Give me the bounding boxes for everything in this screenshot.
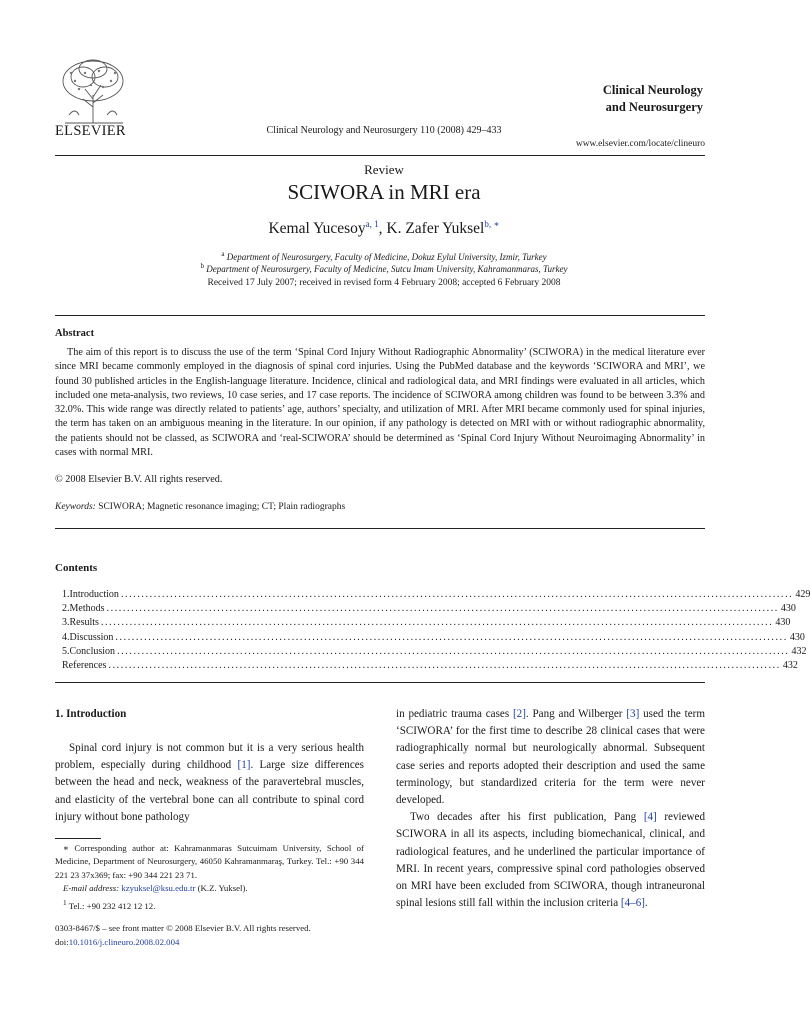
author1-affil-link[interactable]: a, 1 (365, 219, 379, 229)
keywords-label: Keywords: (55, 502, 96, 512)
citation-link[interactable]: [1] (237, 759, 251, 772)
toc-leader: .................................................................................................................................................................... (120, 589, 794, 600)
toc-num: 5. (62, 645, 70, 657)
affiliation-b (0, 262, 768, 274)
toc-label: References (62, 659, 107, 671)
author-separator: , (378, 220, 387, 238)
front-matter-text: 0303-8467/$ – see front matter © 2008 Elsevier B.V. All rights reserved. (55, 923, 311, 933)
footnote-1: $^1$ Tel.: +90 232 412 12 12. (63, 897, 156, 911)
toc-page: 430 (775, 617, 791, 629)
toc-num: 3. (62, 617, 70, 629)
section-heading-introduction: 1. Introduction (55, 708, 127, 720)
toc-label: Results (69, 617, 99, 629)
toc-leader: .................................................................................................................................................................... (117, 645, 790, 657)
keywords-text: SCIWORA; Magnetic resonance imaging; CT; Plain radiographs (98, 502, 346, 512)
abstract-top-rule (55, 315, 705, 316)
footnote-corresponding: ∗ Corresponding author at: Kahramanmaras Sutcuimam University, School of Medicine, Department of Neurosurgery, 46050 Kahramanmaraş, Turkey. Tel.: +90 344 221 23 37x369; fax: +90 344 221 23 71. (55, 843, 364, 880)
affil-a-text: Department of Neurosurgery, Faculty of Medicine, Dokuz Eylul University, Izmir, Turkey (226, 252, 547, 262)
table-of-contents (62, 588, 810, 673)
affiliation-a (0, 250, 768, 262)
journal-title (503, 82, 703, 116)
abstract-text: The aim of this report is to discuss the use of the term ‘Spinal Cord Injury Without Radiographic Abnormality’ (SCIWORA) in the medical literature ever since MRI became commonly employed in the diagnosis of spinal cord injuries. Using the PubMed database and the keywords ‘SCIWORA and MRI’, we found 30 published articles in the English-language literature. Incidence, clinical and radiological data, and MRI findings were evaluated in all articles, which included one meta-analysis, two reviews, 10 case series, and 17 case reports. The incidence of SCIWORA among children was found to be between 3.3% and 32.0%. This wide range was directly related to patients’ age, authors’ specialty, and utilization of MRI. After MRI became commonly used for spinal injuries, the term has taken on an ambiguous meaning in the literature. In our opinion, if any pathology is detected on MRI with or without radiographic abnormality, the patients should not be classed, as SCIWORA and ‘real-SCIWORA’ should be determined as ‘Spinal Cord Injury Without Neuroimaging Abnormality’ in cases with normal MRI. (55, 347, 705, 459)
affil-a-mark: a (221, 250, 225, 258)
footnote-email: E-mail address: kzyuksel@ksu.edu.tr (K.Z. Yuksel). (63, 883, 248, 894)
citation-link[interactable]: [4] (643, 811, 657, 824)
email-link[interactable]: kzyuksel@ksu.edu.tr (121, 883, 196, 894)
toc-leader: .................................................................................................................................................................... (106, 603, 779, 615)
affil-b-text: Department of Neurosurgery, Faculty of Medicine, Sutcu Imam University, Kahramanmaras, Turkey (206, 264, 568, 274)
contents-bottom-rule (55, 682, 705, 683)
toc-page: 432 (782, 659, 798, 671)
toc-item[interactable] (62, 588, 810, 602)
toc-page: 430 (789, 631, 805, 643)
toc-leader: .................................................................................................................................................................... (100, 617, 774, 629)
elsevier-tree-logo (55, 55, 133, 125)
citation-link[interactable]: [2] (512, 708, 526, 720)
toc-page: 429 (795, 589, 810, 600)
keywords (55, 502, 345, 512)
abstract-bottom-rule (55, 528, 705, 529)
journal-title-line2: and Neurosurgery (605, 100, 703, 114)
authors (0, 219, 768, 238)
toc-label: Conclusion (69, 645, 116, 657)
toc-leader: .................................................................................................................................................................... (108, 659, 781, 671)
author-yuksel: K. Zafer Yuksel (386, 220, 485, 238)
paragraph: Two decades after his first publication, Pang [4] reviewed SCIWORA in all its aspects, including biomechanical, clinical, and radiological features, and he underlined the particular importance of MRI. In recent years, compressive spinal cord pathologies observed on MRI have been excluded from SCIWORA, though intraneuronal spinal lesions still fall within the inclusion criteria [4–6]. (396, 811, 705, 910)
right-column (396, 706, 705, 912)
journal-citation: Clinical Neurology and Neurosurgery 110 (2008) 429–433 (266, 125, 502, 136)
citation-link[interactable]: [3] (626, 708, 640, 720)
contents-heading: Contents (55, 562, 98, 574)
article-title: SCIWORA in MRI era (287, 180, 481, 204)
abstract-heading: Abstract (55, 328, 95, 339)
toc-item[interactable] (62, 645, 807, 659)
abstract-copyright: © 2008 Elsevier B.V. All rights reserved. (55, 474, 223, 485)
footnote-rule (55, 838, 101, 839)
toc-page: 430 (780, 603, 796, 615)
journal-url[interactable]: www.elsevier.com/locate/clineuro (575, 139, 705, 149)
toc-label: Introduction (69, 589, 119, 600)
toc-page: 432 (791, 645, 807, 657)
article-type: Review (364, 162, 404, 177)
toc-num: 4. (62, 631, 70, 643)
author2-affil-link[interactable]: b, ∗ (484, 219, 500, 229)
affil-b-mark: b (200, 262, 204, 270)
toc-item[interactable] (62, 659, 798, 673)
doi-line: doi:10.1016/j.clineuro.2008.02.004 (55, 937, 180, 947)
front-matter (55, 921, 311, 949)
toc-label: Discussion (69, 631, 114, 643)
author-yucesoy: Kemal Yucesoy (268, 220, 366, 238)
article-dates: Received 17 July 2007; received in revised form 4 February 2008; accepted 6 February 2008 (207, 278, 561, 288)
journal-title-line1: Clinical Neurology (602, 83, 703, 97)
toc-num: 1. (62, 589, 70, 600)
footnotes (55, 842, 364, 913)
paragraph: in pediatric trauma cases [2]. Pang and Wilberger [3] used the term ‘SCIWORA’ for the first time to describe 28 clinical cases that were radiographically normal but neurologically abnormal. Subsequent case series and reports adopted their description and used the same terminology, but standardized criteria for the term were never developed. (396, 708, 705, 807)
publisher-name: ELSEVIER (55, 123, 126, 139)
header-rule (55, 155, 705, 156)
toc-num: 2. (62, 603, 70, 615)
doi-link[interactable]: 10.1016/j.clineuro.2008.02.004 (68, 937, 180, 947)
paragraph: Spinal cord injury is not common but it is a very serious health problem, especially during childhood [1]. Large size differences between the head and neck, weakness of the paravertebral muscles, and elasticity of the vertebral bone can all contribute to spinal cord injury without bone pathology (55, 742, 364, 823)
citation-link[interactable]: [4–6] (620, 897, 645, 910)
toc-item[interactable] (62, 631, 805, 645)
toc-item[interactable] (62, 602, 796, 616)
toc-item[interactable] (62, 616, 791, 630)
left-column (55, 740, 364, 826)
toc-leader: .................................................................................................................................................................... (115, 631, 788, 643)
toc-label: Methods (69, 603, 105, 615)
